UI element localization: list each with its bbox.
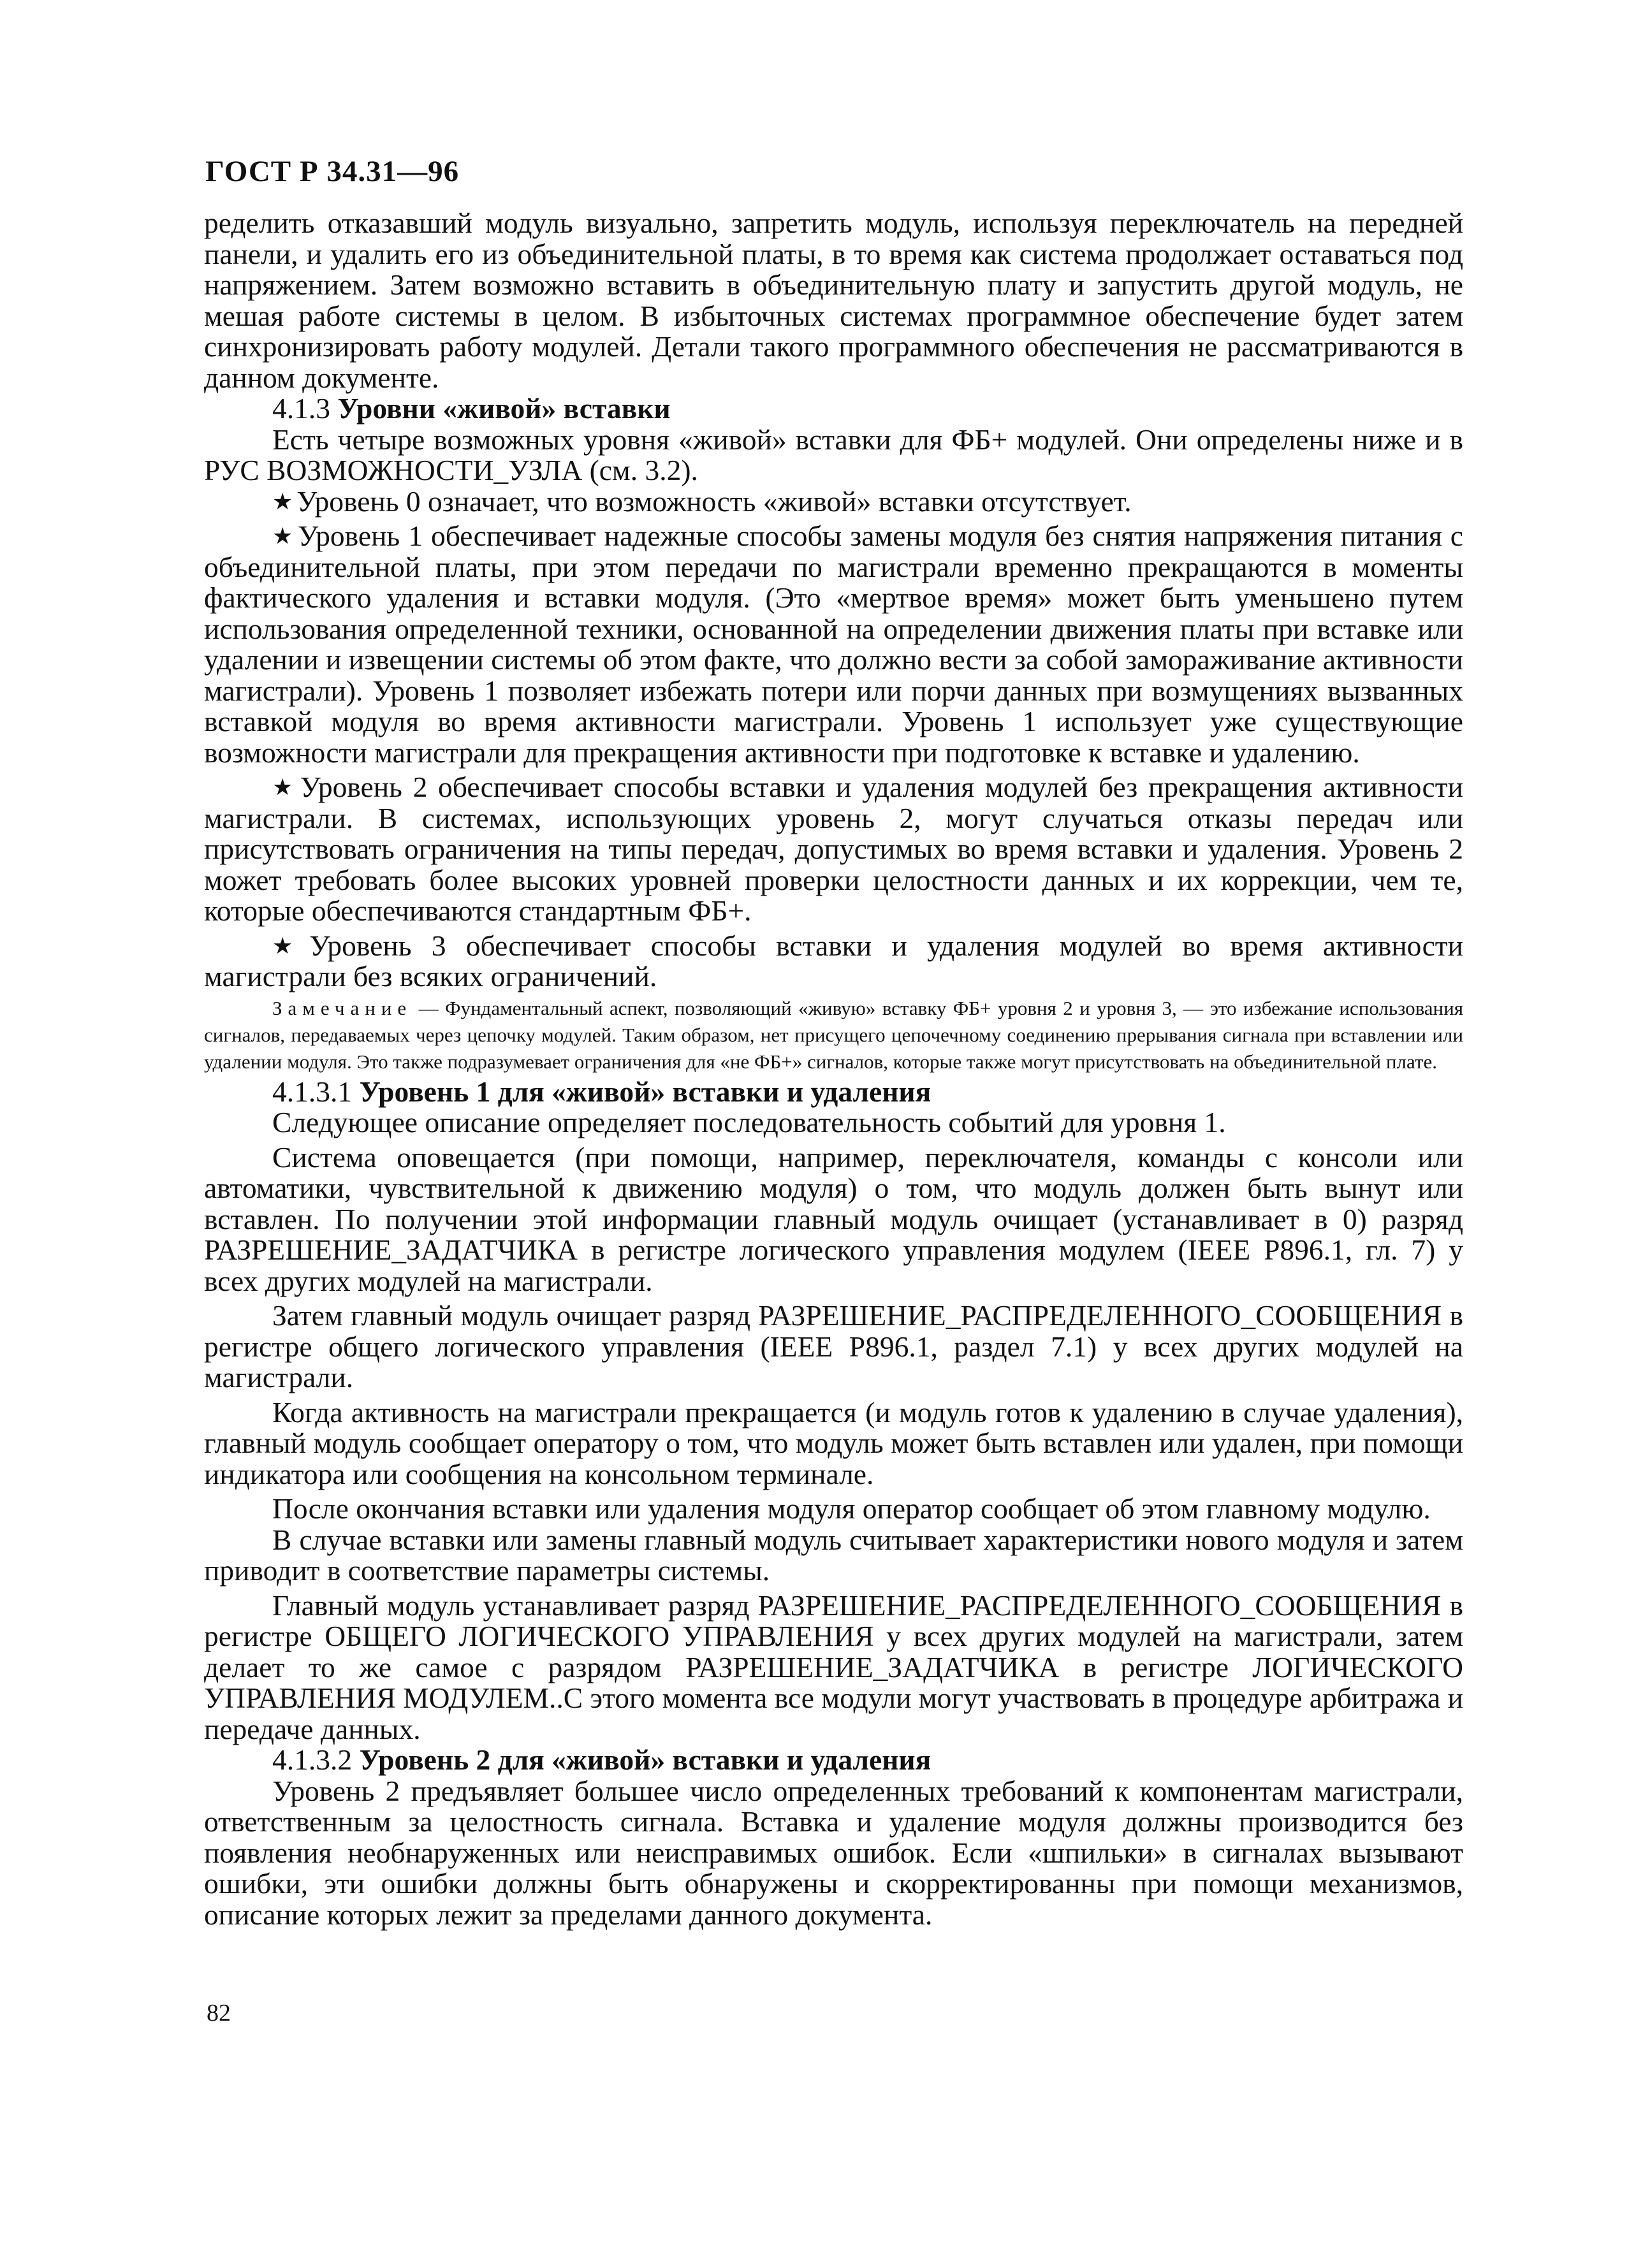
list-item-level-1	[204, 521, 1463, 768]
list-item-text: Уровень 2 обеспечивает способы вставки и удаления модулей без прекращения активности магистрали. В системах, использующих уровень 2, могут случаться отказы передач или присутствовать ограничения на типы передач, допустимых во время вставки и удаления. Уровень 2 может требовать более высоких уровней проверки целостности данных и их коррекции, чем те, которые обеспечиваются стандартным ФБ+.	[204, 771, 1463, 927]
paragraph: ределить отказавший модуль визуально, запретить модуль, используя переключатель на передней панели, и удалить его из объединительной платы, в то время как система продолжает оставаться под напряжением. Затем возможно вставить в объединительную плату и запустить другой модуль, не мешая работе системы в целом. В избыточных системах программное обеспечение будет затем синхронизировать работу модулей. Детали такого программного обеспечения не рассматриваются в данном документе.	[204, 207, 1463, 394]
section-title: Уровень 2 для «живой» вставки и удаления	[359, 1743, 931, 1776]
list-item-text: Уровень 0 означает, что возможность «живой» вставки отсутствует.	[296, 484, 1132, 518]
paragraph: После окончания вставки или удаления модуля оператор сообщает об этом главному модулю.	[272, 1492, 1431, 1525]
note-text: — Фундаментальный аспект, позволяющий «живую» вставку ФБ+ уровня 2 и уровня 3, — это избежание использования сигналов, передаваемых через цепочку модулей. Таким образом, нет присущего цепочечному соединению прерывания сигнала при вставлении или удалении модуля. Это также подразумевает ограничения для «не ФБ+» сигналов, которые также могут присутствовать на объединительной плате.	[204, 996, 1463, 1073]
list-item-level-3	[204, 931, 1463, 992]
paragraph: Когда активность на магистрали прекращается (и модуль готов к удалению в случае удаления), главный модуль сообщает оператору о том, что модуль может быть вставлен или удален, при помощи индикатора или сообщения на консольном терминале.	[204, 1395, 1463, 1490]
paragraph: Уровень 2 предъявляет большее число определенных требований к компонентам магистрали, ответственным за целостность сигнала. Вставка и удаление модуля должны производится без появления необнаруженных или неисправимых ошибок. Если «шпильки» в сигналах вызывают ошибки, эти ошибки должны быть обнаружены и скорректированны при помощи механизмов, описание которых лежит за пределами данного документа.	[204, 1774, 1463, 1931]
paragraph: Следующее описание определяет последовательность событий для уровня 1.	[272, 1106, 1226, 1138]
star-bullet-icon	[272, 771, 300, 803]
section-number: 4.1.3.2	[272, 1743, 353, 1776]
section-heading-4-1-3-1	[204, 1077, 1463, 1108]
list-item-level-0	[204, 486, 1463, 518]
note-label: Замечание	[272, 996, 413, 1019]
section-number: 4.1.3	[272, 392, 330, 425]
paragraph: Есть четыре возможных уровня «живой» вставки для ФБ+ модулей. Они определены ниже и в РУС ВОЗМОЖНОСТИ_УЗЛА (см. 3.2).	[204, 423, 1463, 486]
section-title: Уровень 1 для «живой» вставки и удаления	[359, 1075, 931, 1108]
note	[204, 995, 1463, 1075]
section-heading-4-1-3	[204, 393, 1463, 425]
paragraph: Главный модуль устанавливает разряд РАЗРЕШЕНИЕ_РАСПРЕДЕЛЕННОГО_СООБЩЕНИЯ в регистре ОБЩЕГО ЛОГИЧЕСКОГО УПРАВЛЕНИЯ у всех других модулей на магистрали, затем делает то же самое с разрядом РАЗРЕШЕНИЕ_ЗАДАТЧИКА в регистре ЛОГИЧЕСКОГО УПРАВЛЕНИЯ МОДУЛЕМ..С этого момента все модули могут участвовать в процедуре арбитража и передаче данных.	[204, 1588, 1463, 1745]
list-item-text: Уровень 3 обеспечивает способы вставки и удаления модулей во время активности магистрали без всяких ограничений.	[204, 929, 1463, 992]
list-item-text: Уровень 1 обеспечивает надежные способы замены модуля без снятия напряжения питания с объединительной платы, при этом передачи по магистрали временно прекращаются в моменты фактического удаления и вставки модуля. (Это «мертвое время» может быть уменьшено путем использования определенной техники, основанной на определении движения платы при вставке или удалении и извещении системы об этом факте, что должно вести за собой замораживание активности магистрали). Уровень 1 позволяет избежать потери или порчи данных при возмущениях вызванных вставкой модуля во время активности магистрали. Уровень 1 использует уже существующие возможности магистрали для прекращения активности при подготовке к вставке и удалению.	[204, 520, 1463, 769]
section-title: Уровни «живой» вставки	[337, 392, 671, 425]
document-header: ГОСТ Р 34.31—96	[205, 155, 460, 188]
paragraph: В случае вставки или замены главный модуль считывает характеристики нового модуля и затем приводит в соответствие параметры системы.	[204, 1523, 1463, 1587]
paragraph: Затем главный модуль очищает разряд РАЗРЕШЕНИЕ_РАСПРЕДЕЛЕННОГО_СООБЩЕНИЯ в регистре общего логического управления (IEEE P896.1, раздел 7.1) у всех других модулей на магистрали.	[204, 1299, 1463, 1393]
section-number: 4.1.3.1	[272, 1075, 353, 1108]
document-body	[204, 208, 1463, 1930]
section-heading-4-1-3-2	[204, 1745, 1463, 1776]
star-bullet-icon	[272, 520, 298, 552]
page-number: 82	[207, 2000, 231, 2026]
list-item-level-2	[204, 772, 1463, 927]
paragraph: Система оповещается (при помощи, например, переключателя, команды с консоли или автоматики, чувствительной к движению модуля) о том, что модуль должен быть вынут или вставлен. По получении этой информации главный модуль очищает (устанавливает в 0) разряд РАЗРЕШЕНИЕ_ЗАДАТЧИКА в регистре логического управления модулем (IEEE P896.1, гл. 7) у всех других модулей на магистрали.	[204, 1140, 1463, 1297]
star-bullet-icon	[272, 929, 309, 962]
star-bullet-icon	[272, 485, 296, 518]
